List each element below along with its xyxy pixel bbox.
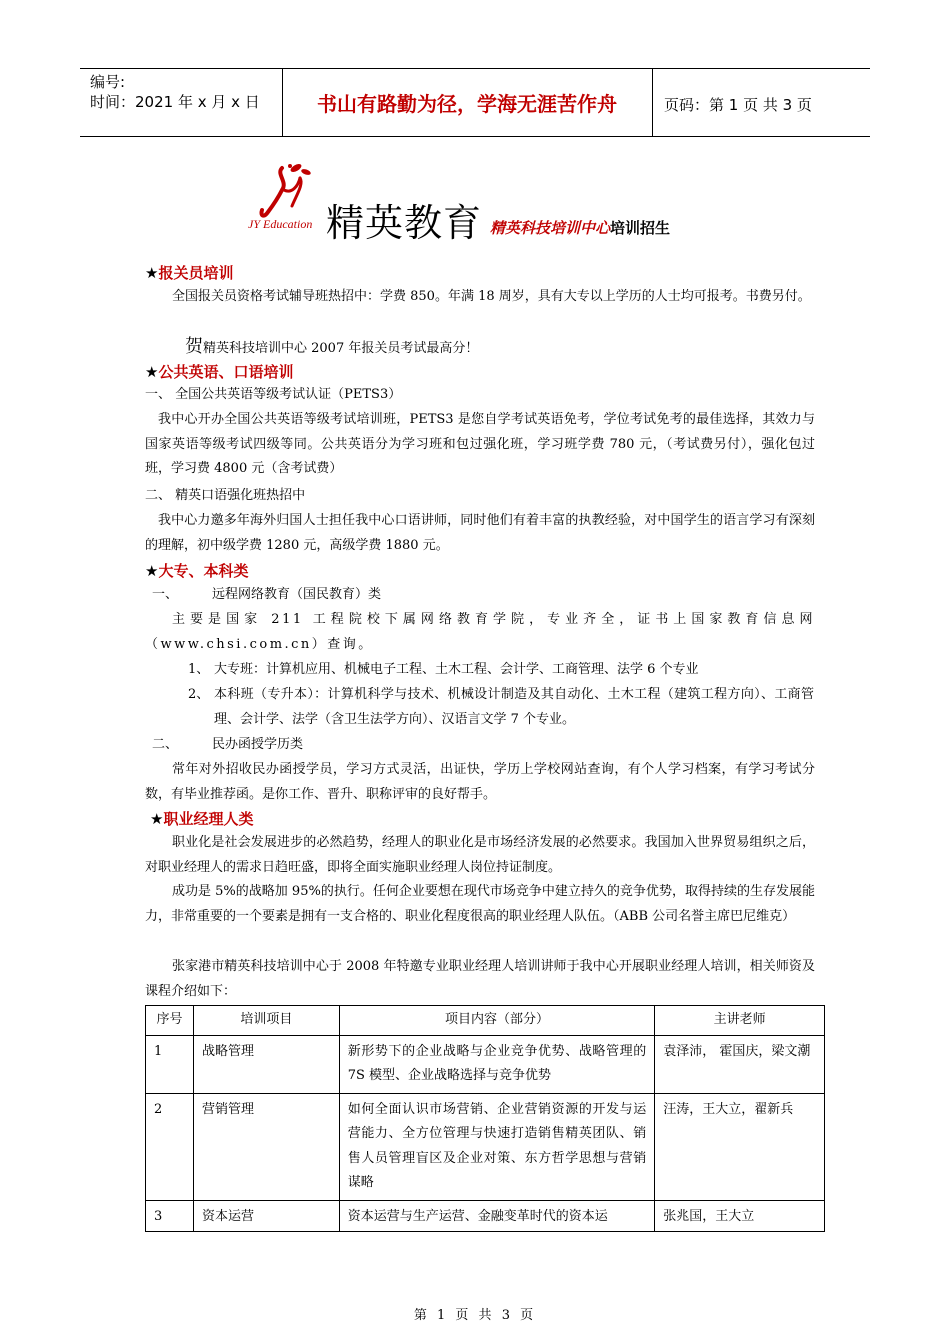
- degree-paragraph-2: 常年对外招收民办函授学员，学习方式灵活，出证快，学历上学校网站查询，有个人学习档案，有学习考试分数，有毕业推荐函。是你工作、晋升、职称评审的良好帮手。: [145, 762, 815, 802]
- table-cell: 袁泽沛， 霍国庆，梁文潮: [655, 1035, 825, 1093]
- logo-subtitle: JY Education: [248, 217, 313, 231]
- manager-paragraph-3: 张家港市精英科技培训中心于 2008 年特邀专业职业经理人培训讲师于我中心开展职业经理人培训，相关师资及课程介绍如下：: [145, 959, 815, 999]
- logo-emblem: [248, 160, 322, 232]
- table-cell: 1: [146, 1035, 194, 1093]
- degree-sub-1-num: 1、: [188, 662, 210, 677]
- header-serial: 编号:: [90, 73, 126, 91]
- degree-sub-1-text: 大专班：计算机应用、机械电子工程、土木工程、会计学、工商管理、法学 6 个专业: [214, 662, 699, 677]
- table-cell: 2: [146, 1093, 194, 1200]
- degree-item-1-text: 远程网络教育（国民教育）类: [212, 587, 382, 602]
- header-date: 时间：2021 年 x 月 x 日: [90, 93, 260, 111]
- table-cell: 新形势下的企业战略与企业竞争优势、战略管理的 7S 模型、企业战略选择与竞争优势: [339, 1035, 654, 1093]
- table-cell: 资本运营与生产运营、金融变革时代的资本运: [339, 1200, 654, 1232]
- star-icon: ★: [150, 810, 164, 828]
- table-row: [146, 1035, 825, 1093]
- table-row: [146, 1200, 825, 1232]
- section-title-degree: ★大专、本科类: [145, 562, 249, 580]
- english-paragraph-1: 我中心开办全国公共英语等级考试培训班，PETS3 是您自学考试英语免考，学位考试免考的最佳选择，其效力与国家英语等级考试四级等同。公共英语分为学习班和包过强化班，学习班学费 780 元，（考试费另付），强化包过班，学习费 4800 元（含考试费）: [145, 412, 815, 476]
- section-title-manager: ★职业经理人类: [150, 810, 254, 828]
- star-icon: ★: [145, 264, 159, 282]
- logo-tagline: [490, 217, 670, 238]
- table-row: [146, 1093, 825, 1200]
- course-table: [145, 1005, 825, 1232]
- logo-center-name: 精英科技培训中心: [490, 219, 611, 237]
- manager-paragraph-2: 成功是 5%的战略加 95%的执行。任何企业要想在现代市场竞争中建立持久的竞争优势，取得持续的生存发展能力，非常重要的一个要素是拥有一支合格的、职业化程度很高的职业经理人队伍。（ABB 公司名誉主席巴尼维克）: [145, 884, 815, 924]
- header-page-info: 页码：第 1 页 共 3 页: [664, 96, 812, 114]
- section-title-english: ★公共英语、口语培训: [145, 363, 294, 381]
- logo-tail: 培训招生: [610, 219, 671, 237]
- english-item-1: 一、 全国公共英语等级考试认证（PETS3）: [145, 387, 402, 402]
- table-cell: 战略管理: [193, 1035, 339, 1093]
- table-header-cell: 序号: [146, 1006, 194, 1036]
- table-cell: 如何全面认识市场营销、企业营销资源的开发与运营能力、全方位管理与快速打造销售精英团队、销售人员管理盲区及企业对策、东方哲学思想与营销谋略: [339, 1093, 654, 1200]
- degree-item-1-num: 一、: [152, 587, 179, 602]
- degree-item-2-text: 民办函授学历类: [212, 737, 304, 752]
- english-paragraph-2: 我中心力邀多年海外归国人士担任我中心口语讲师，同时他们有着丰富的执教经验，对中国学生的语言学习有深刻的理解，初中级学费 1280 元，高级学费 1880 元。: [145, 513, 815, 553]
- table-cell: 3: [146, 1200, 194, 1232]
- table-cell: 营销管理: [193, 1093, 339, 1200]
- star-icon: ★: [145, 562, 159, 580]
- congrats-char: 贺: [185, 336, 203, 357]
- table-header-cell: 培训项目: [193, 1006, 339, 1036]
- customs-paragraph: 全国报关员资格考试辅导班热招中：学费 850。年满 18 周岁，具有大专以上学历的人士均可报考。书费另付。: [172, 289, 811, 304]
- section-title-customs: ★报关员培训: [145, 264, 234, 282]
- customs-congrats: 贺精英科技培训中心 2007 年报关员考试最高分！: [185, 336, 479, 357]
- degree-item-2-num: 二、: [152, 737, 179, 752]
- degree-sub-2-num: 2、: [188, 687, 210, 702]
- table-cell: 汪涛，王大立，翟新兵: [655, 1093, 825, 1200]
- header-bottom-rule: [80, 136, 870, 137]
- table-header-row: [146, 1006, 825, 1036]
- table-header-cell: 项目内容（部分）: [339, 1006, 654, 1036]
- header-top-rule: [80, 68, 870, 69]
- logo-name: 精英教育: [326, 201, 483, 245]
- manager-paragraph-1: 职业化是社会发展进步的必然趋势，经理人的职业化是市场经济发展的必然要求。我国加入世界贸易组织之后，对职业经理人的需求日趋旺盛，即将全面实施职业经理人岗位持证制度。: [145, 835, 815, 875]
- english-item-2: 二、 精英口语强化班热招中: [145, 488, 306, 503]
- table-header-cell: 主讲老师: [655, 1006, 825, 1036]
- page-footer: 第 1 页 共 3 页: [413, 1308, 537, 1323]
- table-cell: 资本运营: [193, 1200, 339, 1232]
- star-icon: ★: [145, 363, 159, 381]
- header-divider-right: [652, 68, 653, 136]
- degree-sub-2-text: 本科班（专升本）：计算机科学与技术、机械设计制造及其自动化、土木工程（建筑工程方向）、工商管理、会计学、法学（含卫生法学方向）、汉语言文学 7 个专业。: [214, 687, 814, 727]
- header-motto: 书山有路勤为径，学海无涯苦作舟: [317, 92, 617, 116]
- table-cell: 张兆国，王大立: [655, 1200, 825, 1232]
- degree-paragraph-1: 主要是国家 211 工程院校下属网络教育学院，专业齐全，证书上国家教育信息网（www.chsi.com.cn）查询。: [145, 612, 815, 652]
